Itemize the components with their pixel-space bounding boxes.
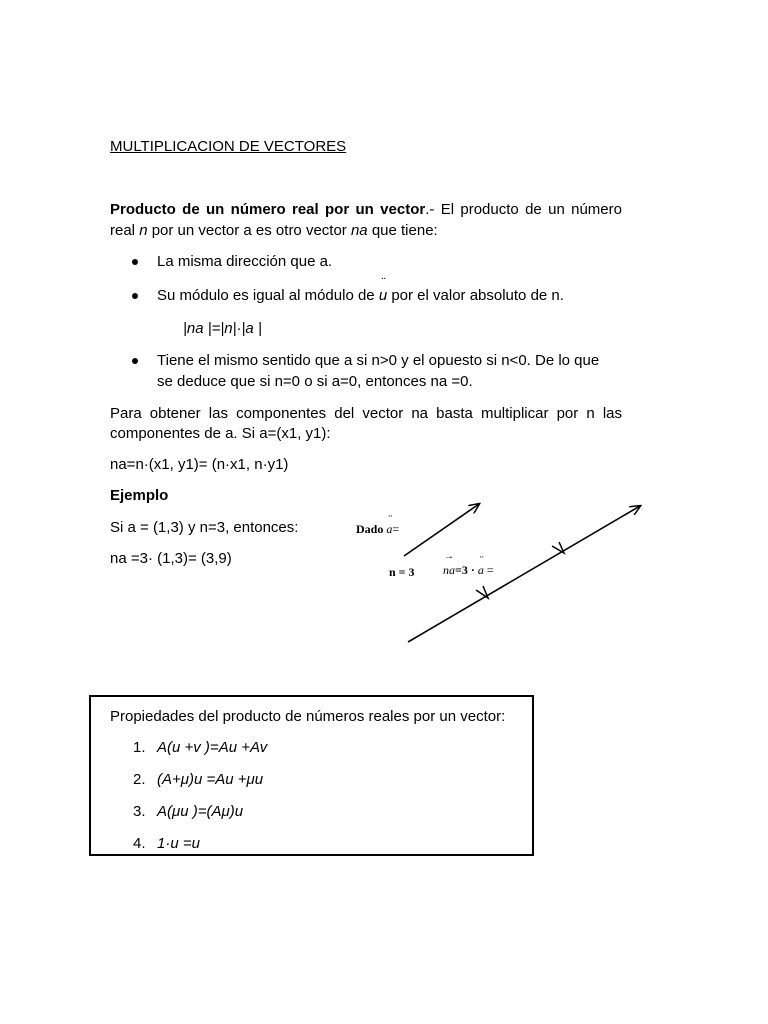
intro-n: n [139,222,148,239]
prop-num-4: 4. [133,835,146,852]
dado-eq: = [392,522,400,536]
prop-text-4: 1·u =u [157,835,200,852]
modulo-formula-text: |na |=|n|·|a | [183,320,262,337]
intro-na: na [350,222,368,239]
bullet-1: La misma dirección que a. [157,253,333,270]
vector-a-label: ¨ a [386,522,392,537]
bullet-2-text-a: Su módulo es igual al módulo de [157,287,379,304]
prop-text-1: A(u +v )=Au +Av [157,739,268,756]
propiedades-heading: Propiedades del producto de números reales por un vector: [110,708,506,725]
prop-text-2: (A+μ)u =Au +μu [157,771,264,788]
bullet-2 [157,285,564,306]
intro-heading: Producto de un número real por un vector [110,201,426,218]
bullet-dot [132,293,138,299]
ejemplo-line-1: Si a = (1,3) y n=3, entonces: [110,519,299,536]
vector-u: ¨ u [379,285,387,306]
prop-item-4 [157,833,200,854]
componentes-line-1: Para obtener las componentes del vector na basta multiplicar por n las [110,405,622,422]
na-eq: = [486,563,494,577]
dado-text: Dado [356,522,384,536]
intro-line-2 [110,220,438,241]
bullet-dot [132,358,138,364]
bullet-3-line-1: Tiene el mismo sentido que a si n>0 y el opuesto si n<0. De lo que [157,352,600,369]
ejemplo-line-2: na =3· (1,3)= (3,9) [110,550,232,567]
intro-line2-b: por un vector a es otro vector [147,222,351,239]
vector-a-arrow [404,504,479,556]
dado-label [356,522,399,537]
prop-num-2: 2. [133,771,146,788]
page-title: MULTIPLICACION DE VECTORES [110,138,347,155]
na-rhs: =3 · [455,563,475,577]
ejemplo-heading [110,485,168,506]
prop-item-2 [157,769,263,790]
bullet-2-text-b: por el valor absoluto de n. [387,287,564,304]
prop-text-3: A(μu )=(Aμ)u [157,803,244,820]
intro-line-1 [110,199,622,220]
intro-text-1: El producto de un número [440,201,622,218]
na-label [443,563,494,578]
intro-line2-a: real [110,222,140,239]
vector-na-label: → na [443,563,455,578]
vector-a2-label: ¨ a [478,563,484,578]
prop-num-1: 1. [133,739,146,756]
bullet-3-line-2: se deduce que si n=0 o si a=0, entonces na =0. [157,373,473,390]
intro-line2-c: que tiene: [367,222,438,239]
tip-2-arrow [552,542,564,553]
prop-item-1 [157,737,267,758]
componentes-line-2: componentes de a. Si a=(x1, y1): [110,425,331,442]
formula-na: na=n·(x1, y1)= (n·x1, n·y1) [110,456,289,473]
ejemplo-heading-text: Ejemplo [110,487,169,504]
intro-sep: .- [425,201,441,218]
bullet-dot [132,259,138,265]
prop-item-3 [157,801,243,822]
prop-num-3: 3. [133,803,146,820]
n-eq-text: n = 3 [389,565,415,579]
tip-1-arrow [476,586,488,598]
n-label [389,565,415,580]
modulo-formula [183,318,262,339]
